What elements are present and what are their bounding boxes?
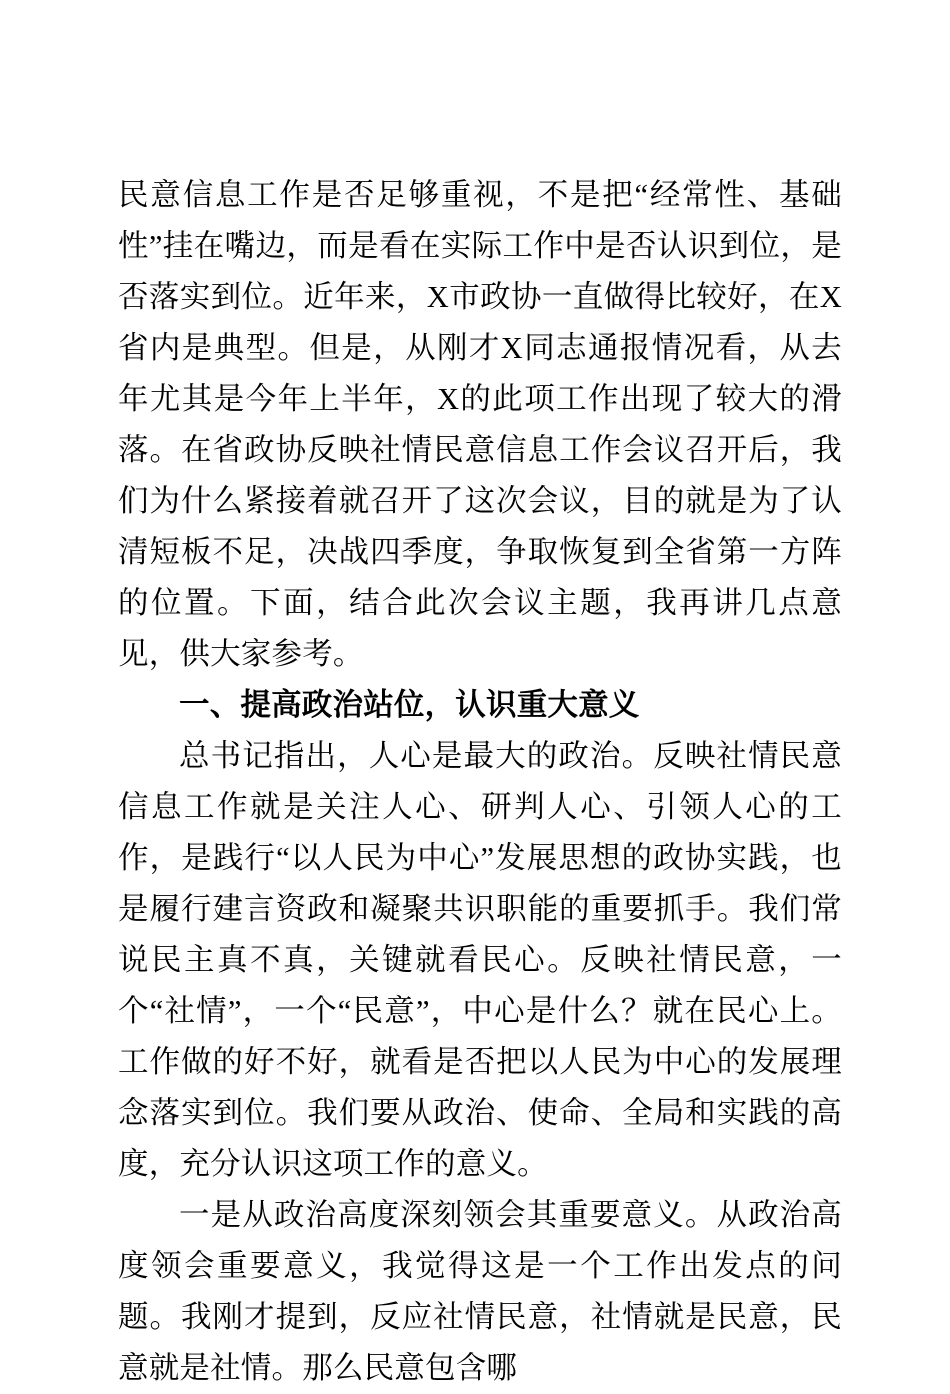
paragraph-section-one-body: 总书记指出，人心是最大的政治。反映社情民意信息工作就是关注人心、研判人心、引领人心的工作，是践行“以人民为中心”发展思想的政协实践，也是履行建言资政和凝聚共识职能的重要抓手。我们常说民主真不真，关键就看民心。反映社情民意，一个“社情”，一个“民意”，中心是什么？就在民心上。工作做的好不好，就看是否把以人民为中心的发展理念落实到位。我们要从政治、使命、全局和实践的高度，充分认识这项工作的意义。 bbox=[118, 739, 842, 1181]
document-body bbox=[118, 170, 842, 1394]
paragraph-point-one: 一是从政治高度深刻领会其重要意义。从政治高度领会重要意义，我觉得这是一个工作出发点的问题。我刚才提到，反应社情民意，社情就是民意，民意就是社情。那么民意包含哪 bbox=[118, 1198, 842, 1385]
paragraph-intro: 民意信息工作是否足够重视，不是把“经常性、基础性”挂在嘴边，而是看在实际工作中是否认识到位，是否落实到位。近年来，X市政协一直做得比较好，在X省内是典型。但是，从刚才X同志通报情况看，从去年尤其是今年上半年，X的此项工作出现了较大的滑落。在省政协反映社情民意信息工作会议召开后，我们为什么紧接着就召开了这次会议，目的就是为了认清短板不足，决战四季度，争取恢复到全省第一方阵的位置。下面，结合此次会议主题，我再讲几点意见，供大家参考。 bbox=[118, 178, 842, 671]
section-heading-one: 一、提高政治站位，认识重大意义 bbox=[179, 688, 640, 722]
